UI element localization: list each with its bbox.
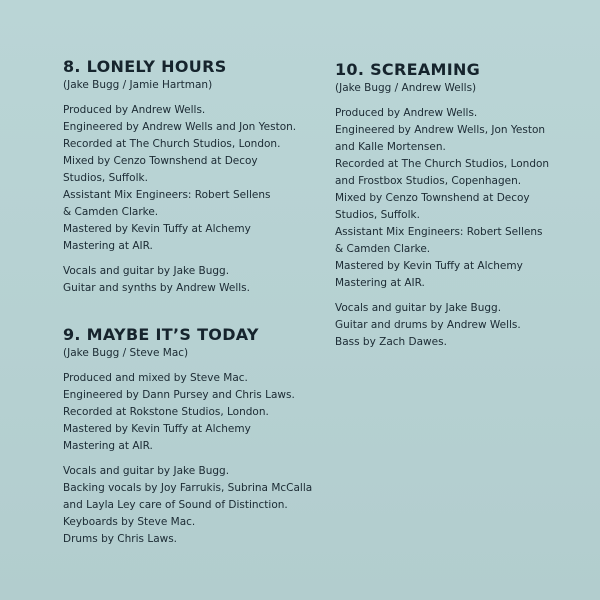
credit-line: Recorded at The Church Studios, London [335,158,550,170]
credit-line: Produced and mixed by Steve Mac. [63,372,248,384]
credit-line: and Frostbox Studios, Copenhagen. [335,175,522,187]
track-title: 10. SCREAMING [335,60,481,79]
musician-line: Backing vocals by Joy Farrukis, Subrina McCalla [63,482,313,494]
musician-credits [335,300,549,351]
musician-credits [63,263,296,297]
credit-line: Studios, Suffolk. [63,172,148,184]
credit-line: Mastered by Kevin Tuffy at Alchemy [335,260,523,272]
track-title: 9. MAYBE IT’S TODAY [63,325,259,344]
musician-line: Drums by Chris Laws. [63,533,178,545]
credit-line: Mastering at AIR. [63,440,153,452]
musician-line: Guitar and synths by Andrew Wells. [63,282,250,294]
credit-line: Engineered by Dann Pursey and Chris Laws. [63,389,295,401]
musician-line: Vocals and guitar by Jake Bugg. [335,302,502,314]
musician-line: Keyboards by Steve Mac. [63,516,196,528]
musician-line: Vocals and guitar by Jake Bugg. [63,465,230,477]
credit-line: Mastering at AIR. [335,277,425,289]
credit-line: Engineered by Andrew Wells and Jon Yeston. [63,121,297,133]
track-10-section [335,60,549,359]
musician-line: Bass by Zach Dawes. [335,336,447,348]
credit-line: Mastered by Kevin Tuffy at Alchemy [63,223,251,235]
musician-line: Vocals and guitar by Jake Bugg. [63,265,230,277]
credit-line: & Camden Clarke. [335,243,431,255]
production-credits [335,105,549,292]
credit-line: Assistant Mix Engineers: Robert Sellens [63,189,271,201]
musician-credits [63,463,312,548]
credit-line: Mixed by Cenzo Townshend at Decoy [335,192,530,204]
credit-line: Produced by Andrew Wells. [63,104,206,116]
credit-line: & Camden Clarke. [63,206,159,218]
credit-line: Recorded at The Church Studios, London. [63,138,281,150]
track-8-section [63,57,296,305]
musician-line: and Layla Ley care of Sound of Distinction. [63,499,288,511]
track-writers: (Jake Bugg / Jamie Hartman) [63,79,213,91]
credit-line: Engineered by Andrew Wells, Jon Yeston [335,124,546,136]
production-credits [63,102,296,255]
credit-line: Mastering at AIR. [63,240,153,252]
track-title: 8. LONELY HOURS [63,57,227,76]
musician-line: Guitar and drums by Andrew Wells. [335,319,521,331]
production-credits [63,370,312,455]
track-9-section [63,325,312,556]
credit-line: Produced by Andrew Wells. [335,107,478,119]
credit-line: Studios, Suffolk. [335,209,420,221]
track-writers: (Jake Bugg / Andrew Wells) [335,82,477,94]
credit-line: Mixed by Cenzo Townshend at Decoy [63,155,258,167]
credit-line: and Kalle Mortensen. [335,141,446,153]
credit-line: Recorded at Rokstone Studios, London. [63,406,269,418]
credit-line: Mastered by Kevin Tuffy at Alchemy [63,423,251,435]
track-writers: (Jake Bugg / Steve Mac) [63,347,189,359]
credit-line: Assistant Mix Engineers: Robert Sellens [335,226,543,238]
